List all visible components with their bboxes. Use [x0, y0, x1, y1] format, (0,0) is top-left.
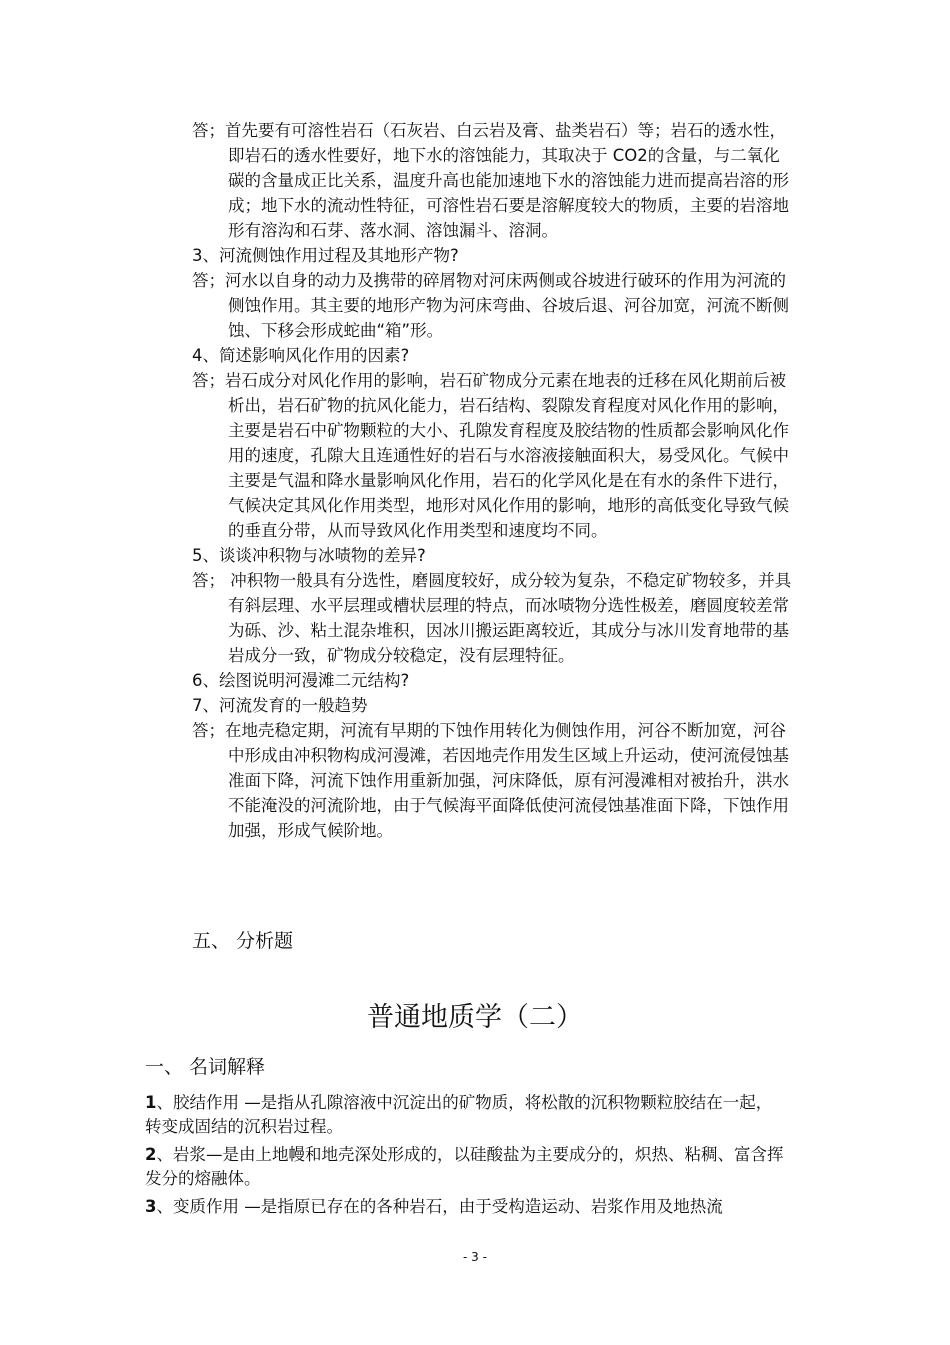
term-item	[145, 1143, 785, 1191]
question-3: 3、河流侧蚀作用过程及其地形产物?	[192, 246, 459, 265]
section-heading-analysis: 五、 分析题	[192, 930, 294, 952]
answer-2: 答；首先要有可溶性岩石（石灰岩、白云岩及膏、盐类岩石）等；岩石的透水性，即岩石的透水性要好，地下水的溶蚀能力，其取决于 CO2的含量，与二氧化碳的含量成正比关系，温度升高也能加速地下水的溶蚀能力进而提高岩溶的形成；地下水的流动性特征，可溶性岩石要是溶解度较大的物质，主要的岩溶地形有溶沟和石芽、落水洞、溶蚀漏斗、溶洞。	[192, 121, 789, 240]
term-text: 、岩浆—是由上地幔和地壳深处形成的，以硅酸盐为主要成分的，炽热、粘稠、富含挥发分的熔融体。	[145, 1145, 784, 1188]
answer-7: 答；在地壳稳定期，河流有早期的下蚀作用转化为侧蚀作用，河谷不断加宽，河谷中形成由冲积物构成河漫滩，若因地壳作用发生区域上升运动，使河流侵蚀基准面下降，河流下蚀作用重新加强，河床降低，原有河漫滩相对被抬升，洪水不能淹没的河流阶地，由于气候海平面降低使河流侵蚀基准面下降，下蚀作用加强，形成气候阶地。	[192, 721, 789, 840]
terms-list	[145, 1091, 785, 1223]
qa-block	[192, 118, 792, 843]
document-title: 普通地质学（二）	[367, 1002, 583, 1033]
question-7: 7、河流发育的一般趋势	[192, 696, 368, 715]
question-5: 5、谈谈冲积物与冰啧物的差异?	[192, 546, 426, 565]
section-heading-terms: 一、 名词解释	[145, 1056, 266, 1078]
term-text: 、变质作用 —是指原已存在的各种岩石，由于受构造运动、岩浆作用及地热流	[156, 1197, 723, 1216]
question-6: 6、绘图说明河漫滩二元结构?	[192, 671, 410, 690]
term-number: 2	[145, 1145, 157, 1164]
answer-3: 答；河水以自身的动力及携带的碎屑物对河床两侧或谷坡进行破环的作用为河流的侧蚀作用。其主要的地形产物为河床弯曲、谷坡后退、河谷加宽，河流不断侧蚀、下移会形成蛇曲“箱”形。	[192, 271, 789, 340]
term-number: 3	[145, 1197, 157, 1216]
term-number: 1	[145, 1093, 157, 1112]
answer-4: 答；岩石成分对风化作用的影响，岩石矿物成分元素在地表的迁移在风化期前后被析出，岩石矿物的抗风化能力，岩石结构、裂隙发育程度对风化作用的影响，主要是岩石中矿物颗粒的大小、孔隙发育程度及胶结物的性质都会影响风化作用的速度，孔隙大且连通性好的岩石与水溶液接触面积大，易受风化。气候中主要是气温和降水量影响风化作用，岩石的化学风化是在有水的条件下进行，气候决定其风化作用类型，地形对风化作用的影响，地形的高低变化导致气候的垂直分带，从而导致风化作用类型和速度均不同。	[192, 371, 789, 540]
term-item	[145, 1091, 785, 1139]
term-item	[145, 1195, 785, 1219]
page-number: - 3 -	[463, 1250, 487, 1264]
question-4: 4、简述影响风化作用的因素?	[192, 346, 410, 365]
answer-5: 答； 冲积物一般具有分选性，磨圆度较好，成分较为复杂，不稳定矿物较多，并具有斜层理、水平层理或槽状层理的特点，而冰啧物分选性极差，磨圆度较差常为砾、沙、粘土混杂堆积，因冰川搬运距离较近，其成分与冰川发育地带的基岩成分一致，矿物成分较稳定，没有层理特征。	[192, 571, 792, 665]
term-text: 、胶结作用 —是指从孔隙溶液中沉淀出的矿物质，将松散的沉积物颗粒胶结在一起，转变成固结的沉积岩过程。	[145, 1093, 773, 1136]
